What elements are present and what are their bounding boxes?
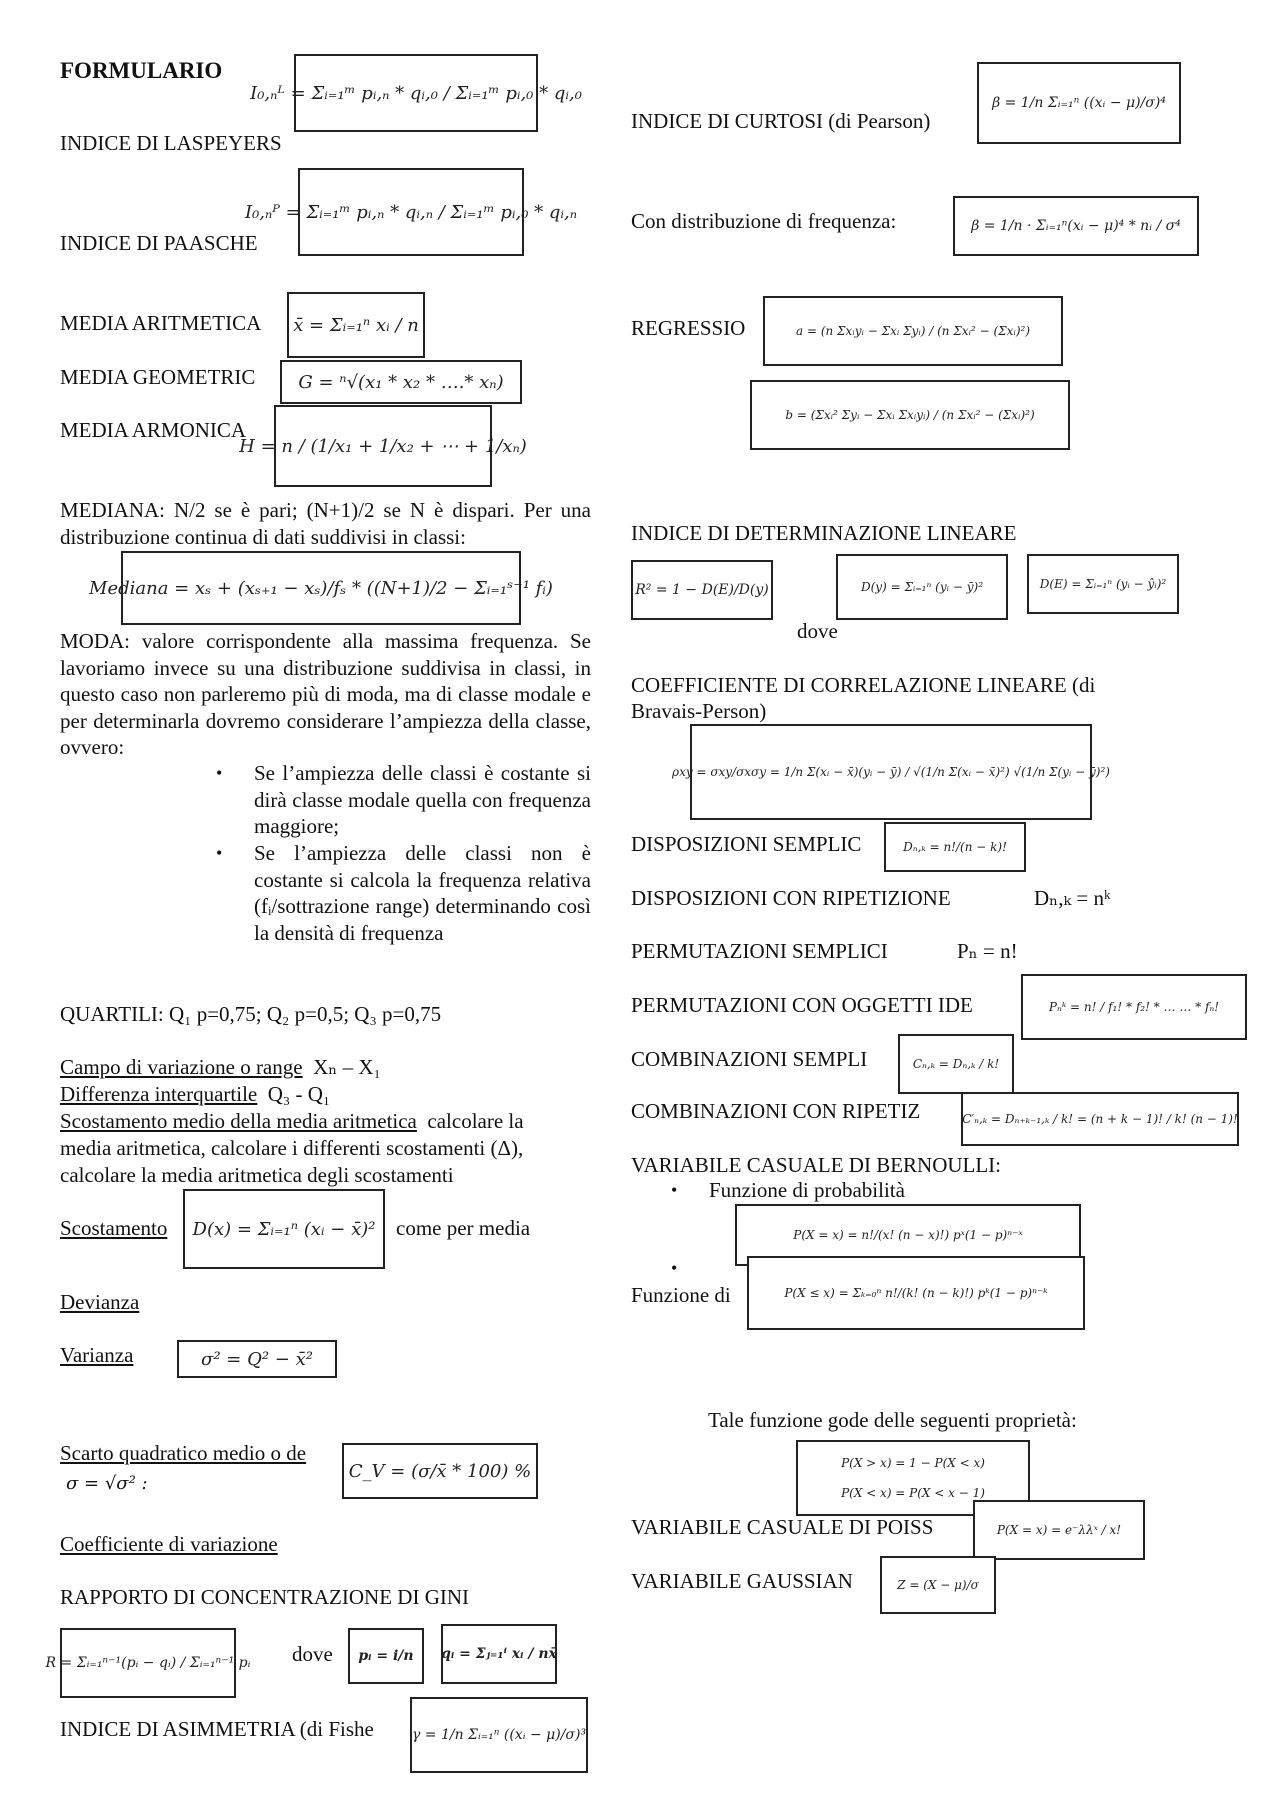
bullet-dot: • — [216, 843, 223, 863]
combinazioni-semplici-label: COMBINAZIONI SEMPLI — [631, 1047, 868, 1071]
permutazioni-semplici-formula: Pₙ = n! — [957, 939, 1018, 963]
gauss-label: VARIABILE GAUSSIAN — [631, 1569, 853, 1593]
scostamento-medio-label: Scostamento medio della media aritmetica — [60, 1109, 417, 1133]
asimmetria-label: INDICE DI ASIMMETRIA (di Fishe — [60, 1717, 374, 1741]
r2-formula: R² = 1 − D(E)/D(y) — [631, 560, 773, 620]
scostamento-label: Scostamento — [60, 1216, 168, 1240]
bernoulli-bullet-1: Funzione di probabilità — [709, 1178, 905, 1202]
media-armonica-label: MEDIA ARMONICA — [60, 418, 247, 442]
range-label: Campo di variazione o range — [60, 1055, 303, 1079]
bullet-dot: • — [671, 1258, 678, 1278]
paasche-formula: I₀,ₙᴾ = Σᵢ₌₁ᵐ pᵢ,ₙ * qᵢ,ₙ / Σᵢ₌₁ᵐ pᵢ,₀ * qᵢ,ₙ — [298, 168, 524, 256]
poisson-label: VARIABILE CASUALE DI POISS — [631, 1515, 934, 1539]
poisson-formula: P(X = x) = e⁻λλˣ / x! — [973, 1500, 1145, 1560]
interquartile-row — [60, 1081, 330, 1107]
gauss-formula: Z = (X − μ)/σ — [880, 1556, 996, 1614]
proprieta-2: P(X < x) = P(X < x − 1) — [841, 1486, 985, 1500]
bullet-dot: • — [216, 763, 223, 783]
permutazioni-semplici-label: PERMUTAZIONI SEMPLICI — [631, 939, 888, 963]
frequenza-formula: β = 1/n · Σᵢ₌₁ⁿ(xᵢ − μ)⁴ * nᵢ / σ⁴ — [953, 196, 1199, 256]
regressione-b-formula: b = (Σxᵢ² Σyᵢ − Σxᵢ Σxᵢyᵢ) / (n Σxᵢ² − (Σxᵢ)²) — [750, 380, 1070, 450]
mediana-formula: Mediana = xₛ + (xₛ₊₁ − xₛ)/fₛ * ((N+1)/2 − Σᵢ₌₁ˢ⁻¹ fᵢ) — [121, 551, 521, 625]
scostamento-medio-text-3: calcolare la media aritmetica degli scostamenti — [60, 1163, 454, 1187]
interquartile-label: Differenza interquartile — [60, 1082, 258, 1106]
de-formula: D(E) = Σᵢ₌₁ⁿ (yᵢ − ŷᵢ)² — [1027, 554, 1179, 614]
curtosi-formula: β = 1/n Σᵢ₌₁ⁿ ((xᵢ − μ)/σ)⁴ — [977, 62, 1181, 144]
laspeyres-label: INDICE DI LASPEYERS — [60, 131, 282, 155]
frequenza-label: Con distribuzione di frequenza: — [631, 209, 897, 233]
bernoulli-funzione-label: Funzione di — [631, 1283, 731, 1307]
varianza-label: Varianza — [60, 1343, 134, 1367]
bernoulli-cumulativa-formula: P(X ≤ x) = Σₖ₌₀ⁿ n!/(k! (n − k)!) pᵏ(1 − p)ⁿ⁻ᵏ — [747, 1256, 1085, 1330]
permutazioni-oggetti-formula: Pₙᵏ = n! / f₁! * f₂! * … … * fₙ! — [1021, 974, 1247, 1040]
determinazione-dove: dove — [797, 619, 838, 643]
gini-formula: R = Σᵢ₌₁ⁿ⁻¹(pᵢ − qᵢ) / Σᵢ₌₁ⁿ⁻¹ pᵢ — [60, 1628, 236, 1698]
laspeyres-formula: I₀,ₙᴸ = Σᵢ₌₁ᵐ pᵢ,ₙ * qᵢ,₀ / Σᵢ₌₁ᵐ pᵢ,₀ * qᵢ,₀ — [294, 54, 538, 132]
bullet-dot: • — [671, 1180, 678, 1200]
correlazione-formula: ρxy = σxy/σxσy = 1/n Σ(xᵢ − x̄)(yᵢ − ȳ) / √(1/n Σ(xᵢ − x̄)²) √(1/n Σ(yᵢ − ȳ)²) — [690, 724, 1092, 820]
combinazioni-semplici-formula: Cₙ,ₖ = Dₙ,ₖ / k! — [898, 1034, 1014, 1094]
gini-label: RAPPORTO DI CONCENTRAZIONE DI GINI — [60, 1585, 470, 1609]
permutazioni-oggetti-label: PERMUTAZIONI CON OGGETTI IDE — [631, 993, 973, 1017]
scostamento-medio-text-1: calcolare la — [427, 1109, 524, 1133]
scostamento-after: come per media — [396, 1216, 531, 1240]
quartili-text: QUARTILI: Q₁ p=0,75; Q₂ p=0,5; Q₃ p=0,75 — [60, 1002, 442, 1026]
devianza-label: Devianza — [60, 1290, 140, 1314]
proprieta-1: P(X > x) = 1 − P(X < x) — [841, 1456, 985, 1470]
media-geometrica-formula: G = ⁿ√(x₁ * x₂ * ….* xₙ) — [280, 360, 522, 404]
scostamento-medio-row — [60, 1108, 524, 1134]
range-value: Xₙ – X₁ — [313, 1055, 381, 1079]
bernoulli-probabilita-formula: P(X = x) = n!/(x! (n − x)!) pˣ(1 − p)ⁿ⁻ˣ — [735, 1204, 1081, 1266]
scarto-label: Scarto quadratico medio o de — [60, 1441, 307, 1465]
disposizioni-ripetizione-formula: Dₙ,ₖ = nᵏ — [1034, 886, 1111, 910]
scostamento-medio-text-2: media aritmetica, calcolare i differenti scostamenti (Δ), — [60, 1136, 524, 1160]
disposizioni-semplici-formula: Dₙ,ₖ = n!/(n − k)! — [884, 822, 1026, 872]
moda-bullet-2: Se l’ampiezza delle classi non è costante si calcola la frequenza relativa (fᵢ/sottrazione range) determinando così la densità di frequenza — [254, 841, 591, 945]
scostamento-formula: D(x) = Σᵢ₌₁ⁿ (xᵢ − x̄)² — [183, 1189, 385, 1269]
scarto-formula: σ = √σ² : — [66, 1473, 148, 1494]
media-aritmetica-formula: x̄ = Σᵢ₌₁ⁿ xᵢ / n — [287, 292, 425, 358]
page-title: FORMULARIO — [60, 58, 223, 83]
moda-bullet-1: Se l’ampiezza delle classi è costante si dirà classe modale quella con frequenza maggiore; — [254, 761, 591, 838]
mediana-text: MEDIANA: N/2 se è pari; (N+1)/2 se N è dispari. Per una distribuzione continua di dati suddivisi in classi: — [60, 498, 591, 549]
media-geometrica-label: MEDIA GEOMETRIC — [60, 365, 256, 389]
moda-text: MODA: valore corrispondente alla massima frequenza. Se lavoriamo invece su una distribuzione suddivisa in classi, in questo caso non parleremo più di moda, ma di classe modale e per determinarla dovremo considerare l’ampiezza della classe, ovvero: — [60, 629, 591, 759]
determinazione-label: INDICE DI DETERMINAZIONE LINEARE — [631, 521, 1017, 545]
curtosi-label: INDICE DI CURTOSI (di Pearson) — [631, 109, 931, 133]
asimmetria-formula: γ = 1/n Σᵢ₌₁ⁿ ((xᵢ − μ)/σ)³ — [410, 1697, 588, 1773]
coefficiente-variazione-label: Coefficiente di variazione — [60, 1532, 278, 1556]
proprieta-text: Tale funzione gode delle seguenti proprietà: — [708, 1408, 1077, 1432]
regressione-label: REGRESSIO — [631, 316, 746, 340]
disposizioni-semplici-label: DISPOSIZIONI SEMPLIC — [631, 832, 862, 856]
varianza-formula: σ² = Q² − x̄² — [177, 1340, 337, 1378]
gini-p-formula: pᵢ = i/n — [348, 1628, 424, 1684]
correlazione-label-2: Bravais-Person) — [631, 699, 767, 723]
paasche-label: INDICE DI PAASCHE — [60, 231, 258, 255]
disposizioni-ripetizione-label: DISPOSIZIONI CON RIPETIZIONE — [631, 886, 951, 910]
gini-q-formula: qᵢ = Σⱼ₌₁ⁱ xᵢ / nx̄ — [441, 1624, 557, 1684]
media-aritmetica-label: MEDIA ARITMETICA — [60, 311, 262, 335]
regressione-a-formula: a = (n Σxᵢyᵢ − Σxᵢ Σyᵢ) / (n Σxᵢ² − (Σxᵢ)²) — [763, 296, 1063, 366]
combinazioni-ripetizione-label: COMBINAZIONI CON RIPETIZ — [631, 1099, 921, 1123]
interquartile-value: Q₃ - Q₁ — [267, 1082, 331, 1106]
range-row — [60, 1054, 381, 1080]
bernoulli-label: VARIABILE CASUALE DI BERNOULLI: — [631, 1153, 1002, 1177]
combinazioni-ripetizione-formula: C′ₙ,ₖ = Dₙ₊ₖ₋₁,ₖ / k! = (n + k − 1)! / k! (n − 1)! — [961, 1092, 1239, 1146]
gini-dove: dove — [292, 1642, 333, 1666]
dy-formula: D(y) = Σᵢ₌₁ⁿ (yᵢ − ȳ)² — [836, 554, 1008, 620]
cv-formula: C_V = (σ/x̄ * 100) % — [342, 1443, 538, 1499]
correlazione-label-1: COEFFICIENTE DI CORRELAZIONE LINEARE (di — [631, 673, 1096, 697]
media-armonica-formula: H = n / (1/x₁ + 1/x₂ + ⋯ + 1/xₙ) — [274, 405, 492, 487]
